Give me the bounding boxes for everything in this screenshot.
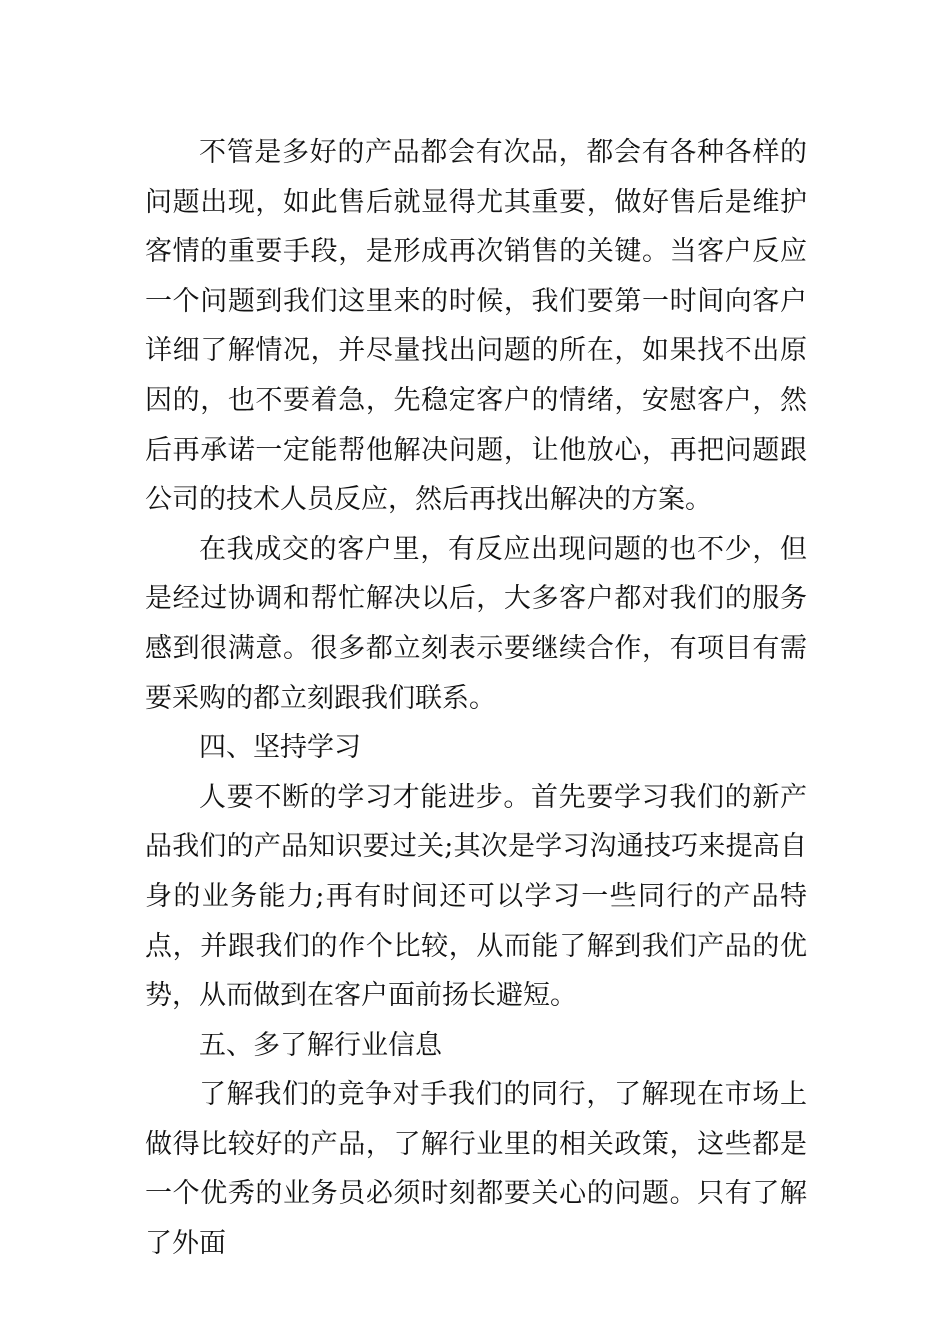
document-body	[145, 128, 807, 1269]
paragraph-learning: 人要不断的学习才能进步。首先要学习我们的新产品我们的产品知识要过关;其次是学习沟通技巧来提高自身的业务能力;再有时间还可以学习一些同行的产品特点，并跟我们的作个比较，从而能了解到我们产品的优势，从而做到在客户面前扬长避短。	[145, 781, 807, 1012]
paragraph-customer-satisfaction: 在我成交的客户里，有反应出现问题的也不少，但是经过协调和帮忙解决以后，大多客户都对我们的服务感到很满意。很多都立刻表示要继续合作，有项目有需要采购的都立刻跟我们联系。	[145, 533, 807, 714]
paragraph-industry-info: 了解我们的竞争对手我们的同行，了解现在市场上做得比较好的产品，了解行业里的相关政策，这些都是一个优秀的业务员必须时刻都要关心的问题。只有了解了外面	[145, 1079, 807, 1260]
paragraph-after-sales: 不管是多好的产品都会有次品，都会有各种各样的问题出现，如此售后就显得尤其重要，做好售后是维护客情的重要手段，是形成再次销售的关键。当客户反应一个问题到我们这里来的时候，我们要第一时间向客户详细了解情况，并尽量找出问题的所在，如果找不出原因的，也不要着急，先稳定客户的情绪，安慰客户，然后再承诺一定能帮他解决问题，让他放心，再把问题跟公司的技术人员反应，然后再找出解决的方案。	[145, 137, 807, 516]
section-heading-keep-learning: 四、坚持学习	[199, 732, 361, 764]
section-heading-industry-info: 五、多了解行业信息	[199, 1029, 442, 1061]
